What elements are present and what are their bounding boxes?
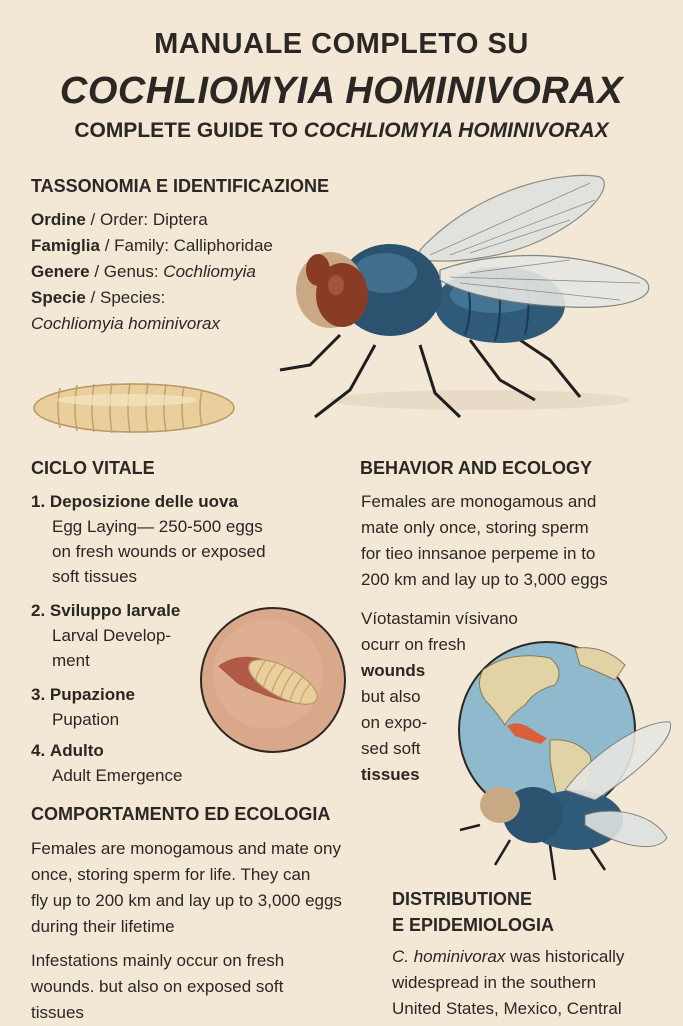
- title-english: COMPLETE GUIDE TO COCHLIOMYIA HOMINIVORAX: [74, 119, 609, 142]
- title-species: COCHLIOMYIA HOMINIVORAX: [59, 70, 624, 112]
- lifecycle-step-3: 3. Pupazione Pupation: [31, 685, 135, 729]
- distribution-globe-illustration: [455, 640, 675, 895]
- taxonomy-row-species: Specie / Species:: [31, 288, 166, 307]
- behavior-en-text: Females are monogamous and mate only once, storing sperm for tieo innsanoe perpeme in to 200 km and lay up to 3,000 eggs: [361, 492, 608, 589]
- side-text: Víotastamin vísivano ocurr on fresh wounds but also on expo- sed soft tissues: [361, 609, 518, 784]
- taxonomy-row-order: Ordine / Order: Diptera: [31, 210, 208, 229]
- lifecycle-step-1: 1. Deposizione delle uova Egg Laying— 250-500 eggs on fresh wounds or exposed soft tissues: [31, 492, 266, 586]
- taxonomy-row-family: Famiglia / Family: Calliphoridae: [31, 236, 273, 255]
- distribution-heading: DISTRIBUTIONE E EPIDEMIOLOGIA: [392, 889, 555, 935]
- taxonomy-row-genus: Genere / Genus: Cochliomyia: [31, 262, 256, 281]
- behavior-it-heading: COMPORTAMENTO ED ECOLOGIA: [31, 804, 331, 824]
- behavior-it-paragraph-2: Infestations mainly occur on fresh wounds. but also on exposed soft tissues: [31, 951, 285, 1022]
- screwworm-fly-illustration: [270, 165, 675, 435]
- taxonomy-species-value: Cochliomyia hominivorax: [31, 314, 220, 333]
- title-line-1: MANUALE COMPLETO SU: [154, 28, 529, 60]
- distribution-text: C. hominivorax was historically widespread in the southern United States, Mexico, Central: [392, 947, 625, 1018]
- larva-illustration: [32, 378, 237, 436]
- behavior-it-paragraph-1: Females are monogamous and mate ony once, storing sperm for life. They can fly up to 200 km and lay up to 3,000 eggs during their lifetime: [31, 839, 342, 936]
- lifecycle-step-4: 4. Adulto Adult Emergence: [31, 741, 183, 785]
- taxonomy-heading: TASSONOMIA E IDENTIFICAZIONE: [31, 176, 330, 196]
- lifecycle-heading: CICLO VITALE: [31, 458, 155, 478]
- wound-larva-illustration: [198, 604, 348, 756]
- behavior-en-heading: BEHAVIOR AND ECOLOGY: [360, 458, 593, 478]
- lifecycle-step-2: 2. Sviluppo larvale Larval Develop- ment: [31, 601, 181, 670]
